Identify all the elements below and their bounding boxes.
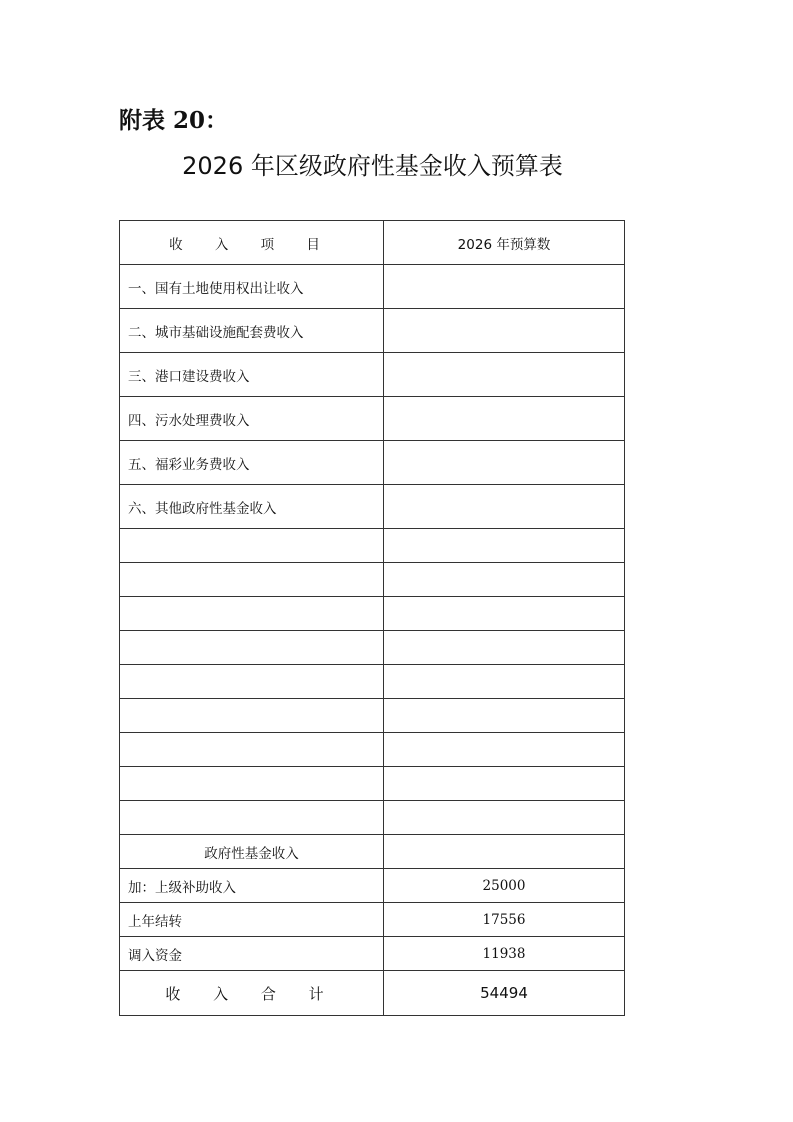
row-value: 54494 [384, 971, 625, 1016]
row-value [384, 597, 625, 631]
table-row [120, 353, 625, 397]
row-value [384, 309, 625, 353]
table-row [120, 631, 625, 665]
row-value [384, 563, 625, 597]
row-label: 政府性基金收入 [120, 835, 384, 869]
annex-label: 附表 20： [119, 107, 229, 134]
row-label: 一、国有土地使用权出让收入 [120, 265, 384, 309]
row-value [384, 699, 625, 733]
row-value [384, 529, 625, 563]
row-label: 六、其他政府性基金收入 [120, 485, 384, 529]
row-label: 加：上级补助收入 [120, 869, 384, 903]
table-row [120, 397, 625, 441]
header-item: 收 入 项 目 [120, 221, 384, 265]
row-label [120, 733, 384, 767]
row-label [120, 529, 384, 563]
table-row [120, 869, 625, 903]
row-value [384, 485, 625, 529]
table-row [120, 597, 625, 631]
table-row [120, 767, 625, 801]
row-value: 11938 [384, 937, 625, 971]
row-label: 五、福彩业务费收入 [120, 441, 384, 485]
table-row [120, 309, 625, 353]
row-label: 上年结转 [120, 903, 384, 937]
table-row [120, 265, 625, 309]
row-value [384, 801, 625, 835]
table-row [120, 665, 625, 699]
table-row [120, 937, 625, 971]
row-value [384, 665, 625, 699]
budget-table [119, 220, 625, 1016]
row-label [120, 597, 384, 631]
row-value: 17556 [384, 903, 625, 937]
table-row [120, 801, 625, 835]
table-row [120, 971, 625, 1016]
row-label: 调入资金 [120, 937, 384, 971]
row-label: 二、城市基础设施配套费收入 [120, 309, 384, 353]
table-row [120, 903, 625, 937]
row-value [384, 733, 625, 767]
row-value [384, 631, 625, 665]
row-label: 三、港口建设费收入 [120, 353, 384, 397]
row-value: 25000 [384, 869, 625, 903]
row-value [384, 265, 625, 309]
row-value [384, 835, 625, 869]
table-header [120, 221, 625, 265]
row-label: 收 入 合 计 [120, 971, 384, 1016]
row-label [120, 665, 384, 699]
row-label [120, 631, 384, 665]
row-label [120, 699, 384, 733]
row-value [384, 353, 625, 397]
row-label [120, 801, 384, 835]
table-row [120, 529, 625, 563]
table-row [120, 485, 625, 529]
row-value [384, 397, 625, 441]
row-value [384, 441, 625, 485]
row-value [384, 767, 625, 801]
table-row [120, 441, 625, 485]
table-row [120, 699, 625, 733]
table-row [120, 733, 625, 767]
row-label [120, 767, 384, 801]
page-title: 2026 年区级政府性基金收入预算表 [182, 152, 563, 180]
table-row [120, 563, 625, 597]
row-label: 四、污水处理费收入 [120, 397, 384, 441]
table-row [120, 835, 625, 869]
header-budget: 2026 年预算数 [384, 221, 625, 265]
row-label [120, 563, 384, 597]
